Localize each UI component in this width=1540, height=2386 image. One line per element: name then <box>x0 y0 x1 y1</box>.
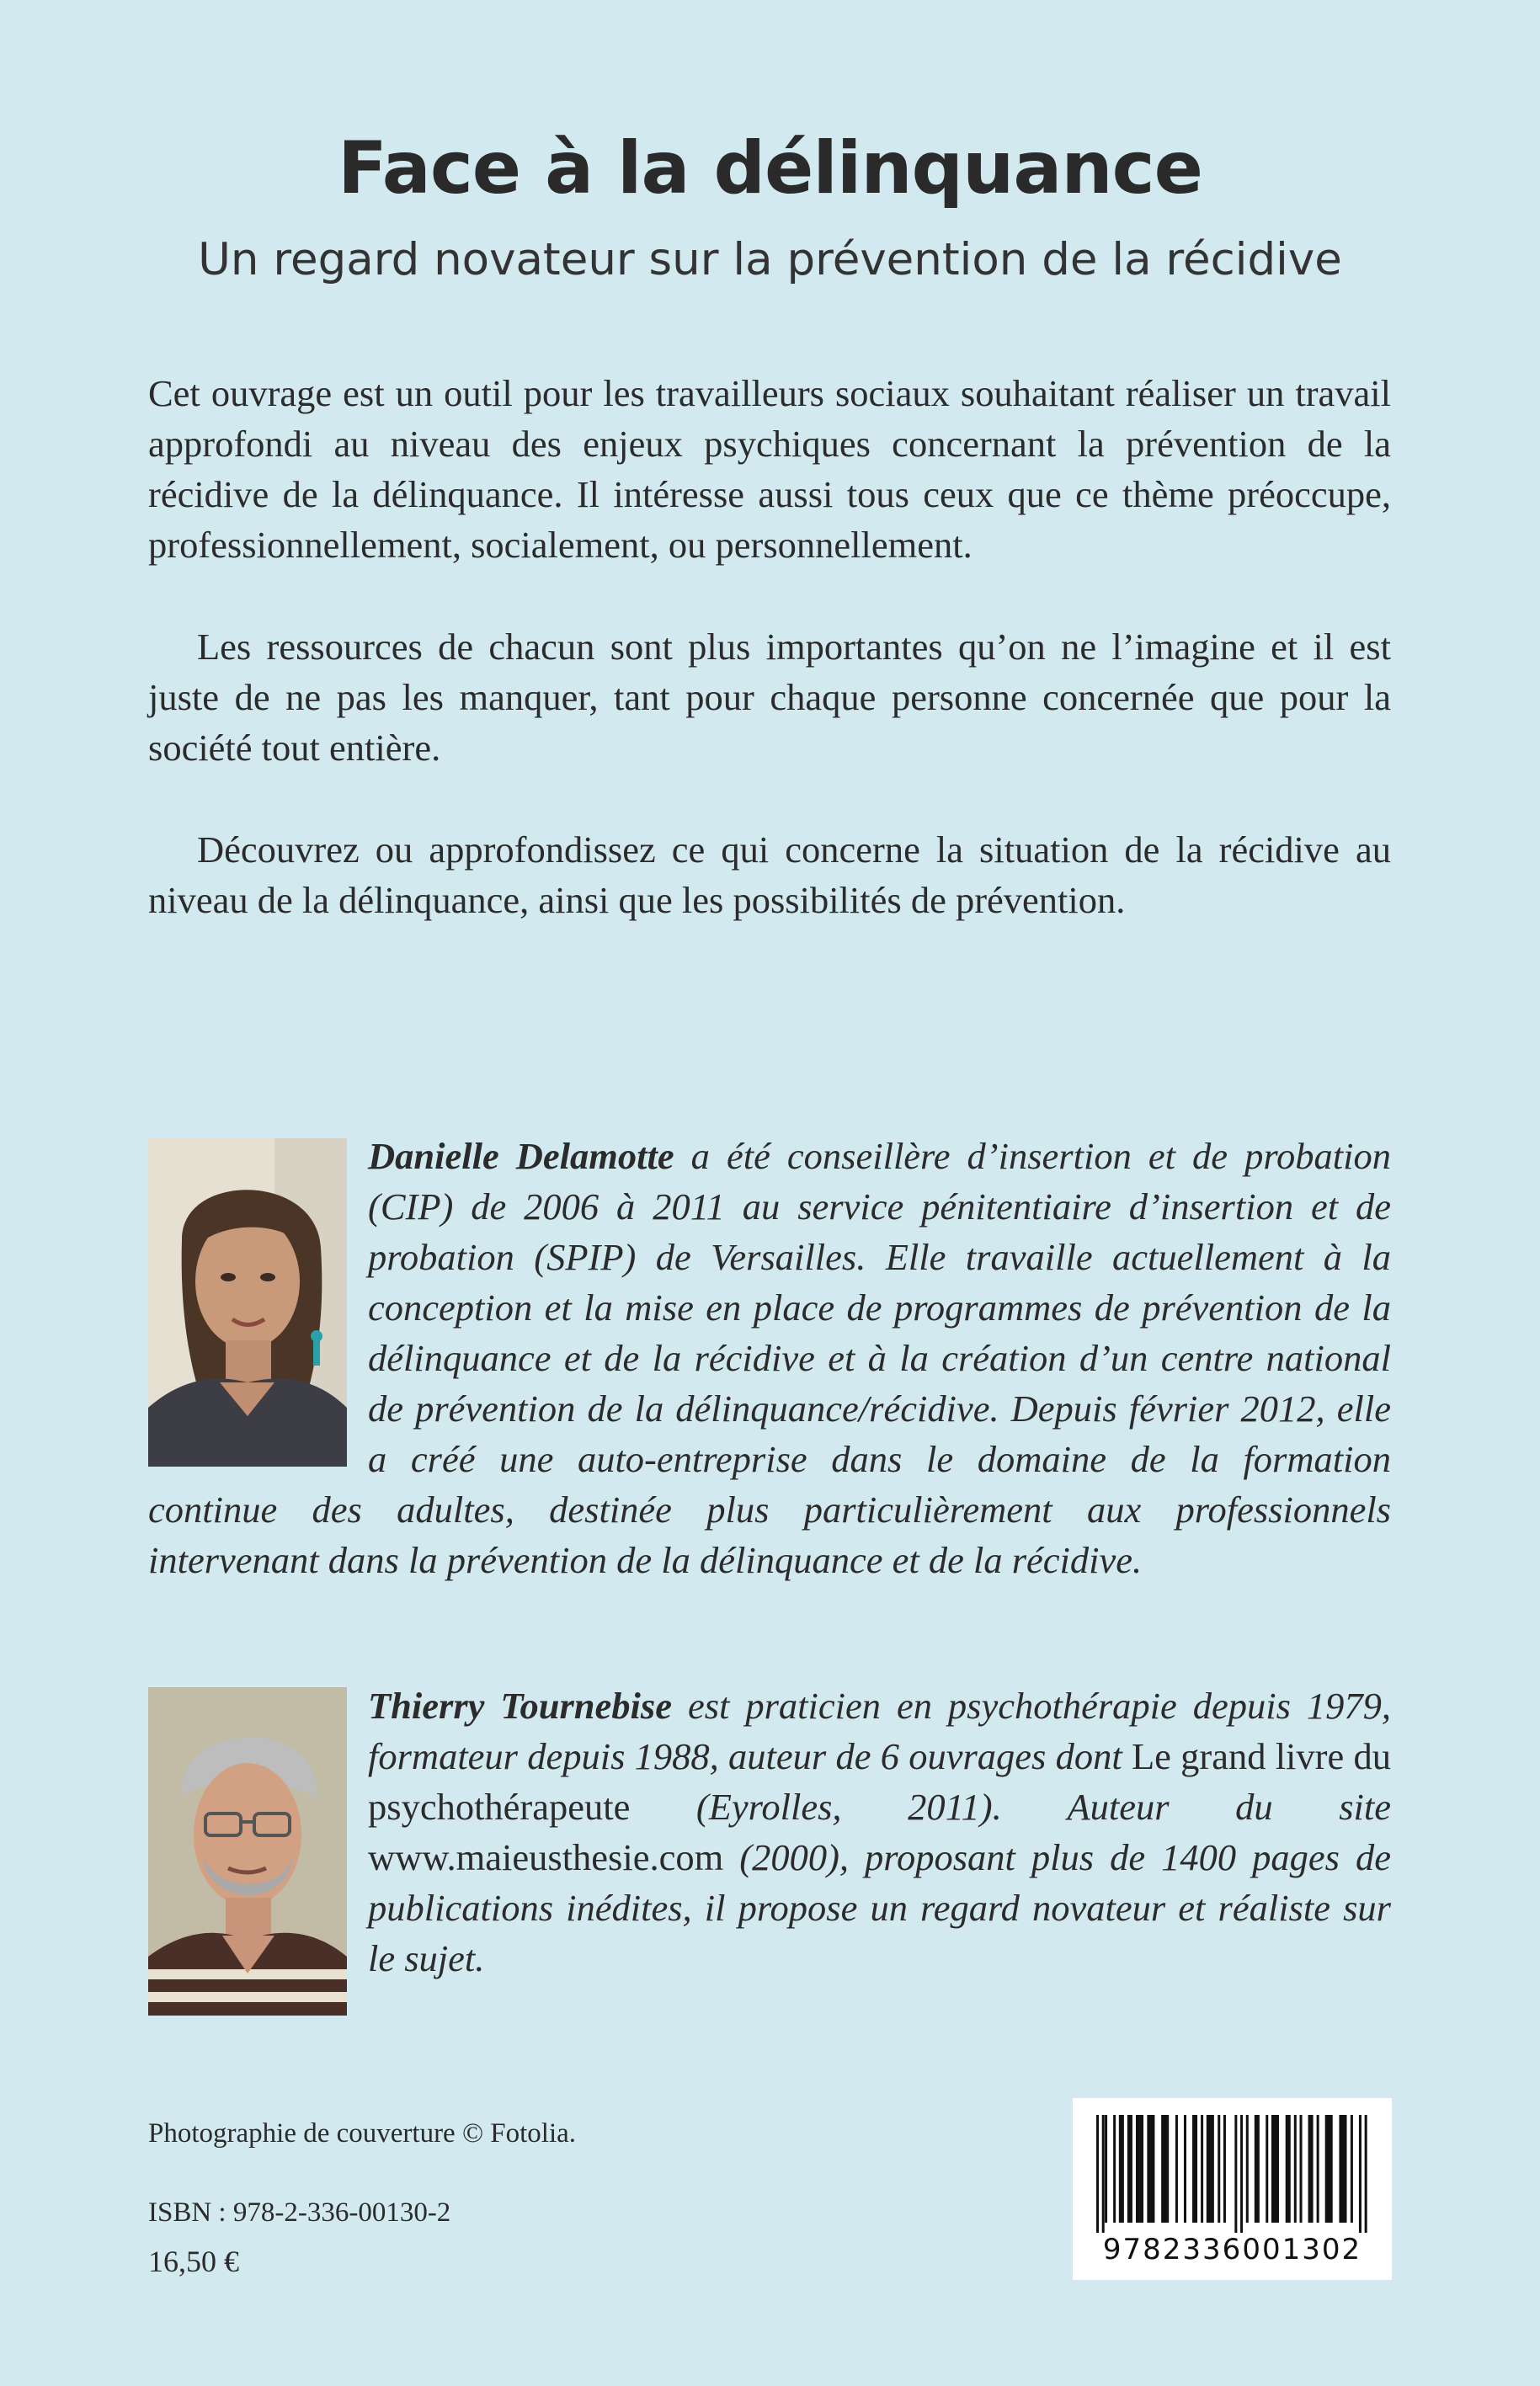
photo-credit: Photographie de couverture © Fotolia. <box>148 2118 577 2149</box>
barcode-bars <box>1093 2115 1371 2233</box>
blurb-paragraph-3: Découvrez ou approfondissez ce qui concerne la situation de la récidive au niveau de la délinquance, ainsi que les possibilités de prévention. <box>148 828 1391 921</box>
barcode-bar <box>1136 2115 1143 2223</box>
website-link: www.maieusthesie.com <box>368 1836 724 1878</box>
author-name: Danielle Delamotte <box>368 1135 674 1177</box>
barcode-bar <box>1207 2115 1214 2223</box>
barcode-bar <box>1246 2115 1249 2223</box>
barcode-bar <box>1365 2115 1367 2233</box>
book-title: Face à la délinquance <box>338 126 1202 210</box>
barcode-bar <box>1175 2115 1178 2223</box>
blurb-paragraph-1: Cet ouvrage est un outil pour les travailleurs sociaux souhaitant réaliser un travail approfondi au niveau des enjeux psychiques concernant la prévention de la récidive de la délinquance. Il intéresse aussi tous ceux que ce thème préoccupe, professionnellement, socialement, ou personnellement. <box>148 372 1391 566</box>
barcode-bar <box>1317 2115 1319 2223</box>
barcode-bar <box>1184 2115 1186 2223</box>
barcode-bar <box>1300 2115 1303 2223</box>
photo-spacer <box>148 1680 368 2034</box>
barcode-bar <box>1105 2115 1107 2223</box>
photo-spacer <box>148 1131 368 1484</box>
barcode-bar <box>1266 2115 1268 2223</box>
barcode-bar <box>1351 2115 1353 2223</box>
barcode-bar <box>1113 2115 1116 2223</box>
barcode-bar <box>1271 2115 1279 2223</box>
barcode-bar <box>1161 2115 1169 2223</box>
author-bio-text: (Eyrolles, 2011). Auteur du site <box>630 1786 1391 1828</box>
author-bio-danielle-delamotte <box>148 1131 1391 1585</box>
barcode-bar <box>1096 2115 1099 2233</box>
barcode-bar <box>1201 2115 1203 2223</box>
barcode-bar <box>1286 2115 1291 2223</box>
author-bio-thierry-tournebise <box>148 1680 1391 2034</box>
book-subtitle: Un regard novateur sur la prévention de la récidive <box>198 234 1342 285</box>
book-reference: Le grand livre du psychothérapeute <box>368 1735 1391 1828</box>
barcode-bar <box>1325 2115 1333 2223</box>
barcode-bar <box>1294 2115 1297 2223</box>
isbn: ISBN : 978-2-336-00130-2 <box>148 2197 451 2228</box>
author-name: Thierry Tournebise <box>368 1685 672 1727</box>
barcode-bar <box>1255 2115 1260 2223</box>
barcode-bar <box>1359 2115 1361 2233</box>
barcode-bar <box>1240 2115 1243 2233</box>
author-bio-text: (2000), proposant plus de 1400 pages de publications inédites, il propose un regard novateur et réaliste sur le sujet. <box>368 1836 1391 1979</box>
author-bio-text: a été conseillère d’insertion et de probation (CIP) de 2006 à 2011 au service pénitentiaire d’insertion et de probation (SPIP) de Versailles. Elle travaille actuellement à la conception et la mise en place de programmes de prévention de la délinquance et de la récidive et à la création d’un centre national de prévention de la délinquance/récidive. Depuis février 2012, elle a créé une auto-entreprise dans le domaine de la formation continue des adultes, destinée plus particulièrement aux professionnels intervenant dans la prévention de la délinquance et de la récidive. <box>148 1135 1391 1581</box>
barcode-bar <box>1147 2115 1154 2223</box>
barcode-bar <box>1127 2115 1132 2223</box>
barcode-bar <box>1308 2115 1314 2223</box>
barcode-bar <box>1119 2115 1124 2223</box>
price: 16,50 € <box>148 2245 239 2278</box>
barcode-bar <box>1218 2115 1220 2223</box>
barcode-bar <box>1192 2115 1197 2223</box>
barcode-digits: 9782336001302 <box>1102 2233 1362 2266</box>
author-bio-text: est praticien en psychothérapie depuis 1979, formateur depuis 1988, auteur de 6 ouvrages dont <box>368 1685 1391 1777</box>
barcode-bar <box>1102 2115 1105 2233</box>
barcode <box>1073 2098 1392 2280</box>
barcode-bar <box>1339 2115 1346 2223</box>
blurb-paragraph-2: Les ressources de chacun sont plus importantes qu’on ne l’imagine et il est juste de ne pas les manquer, tant pour chaque personne concernée que pour la société tout entière. <box>148 626 1391 769</box>
barcode-bar <box>1223 2115 1226 2223</box>
barcode-bar <box>1234 2115 1237 2233</box>
